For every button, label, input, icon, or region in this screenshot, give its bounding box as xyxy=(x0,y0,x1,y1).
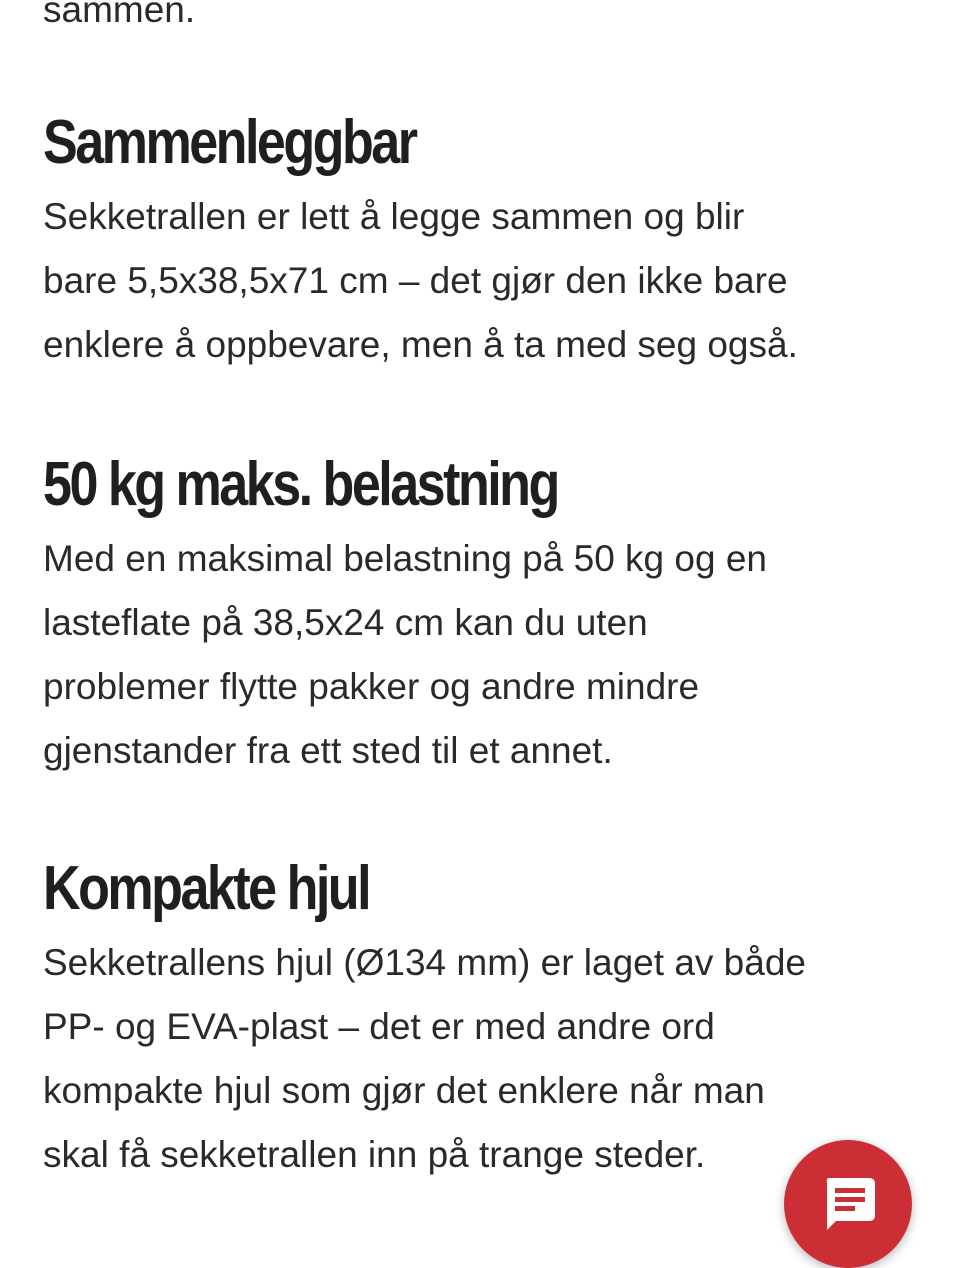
paragraph-fragment: sammen. xyxy=(43,0,196,30)
section-body: Med en maksimal belastning på 50 kg og en lasteflate på 38,5x24 cm kan du uten problemer flytte pakker og andre mindre gjenstander fra ett sted til et annet. xyxy=(43,538,767,771)
chat-bubble-icon xyxy=(822,1176,876,1232)
section-body: Sekketrallen er lett å legge sammen og blir bare 5,5x38,5x71 cm – det gjør den ikke bare enklere å oppbevare, men å ta med seg også. xyxy=(43,196,798,365)
chat-button[interactable] xyxy=(784,1140,912,1268)
section-compact-wheels xyxy=(43,853,923,1187)
section-max-load xyxy=(43,449,923,783)
section-body: Sekketrallens hjul (Ø134 mm) er laget av både PP- og EVA-plast – det er med andre ord kompakte hjul som gjør det enklere når man skal få sekketrallen inn på trange steder. xyxy=(43,942,806,1175)
section-heading: Kompakte hjul xyxy=(43,854,370,923)
section-heading: Sammenleggbar xyxy=(43,108,416,177)
section-heading: 50 kg maks. belastning xyxy=(43,450,558,519)
section-sammenleggbar xyxy=(43,107,923,377)
